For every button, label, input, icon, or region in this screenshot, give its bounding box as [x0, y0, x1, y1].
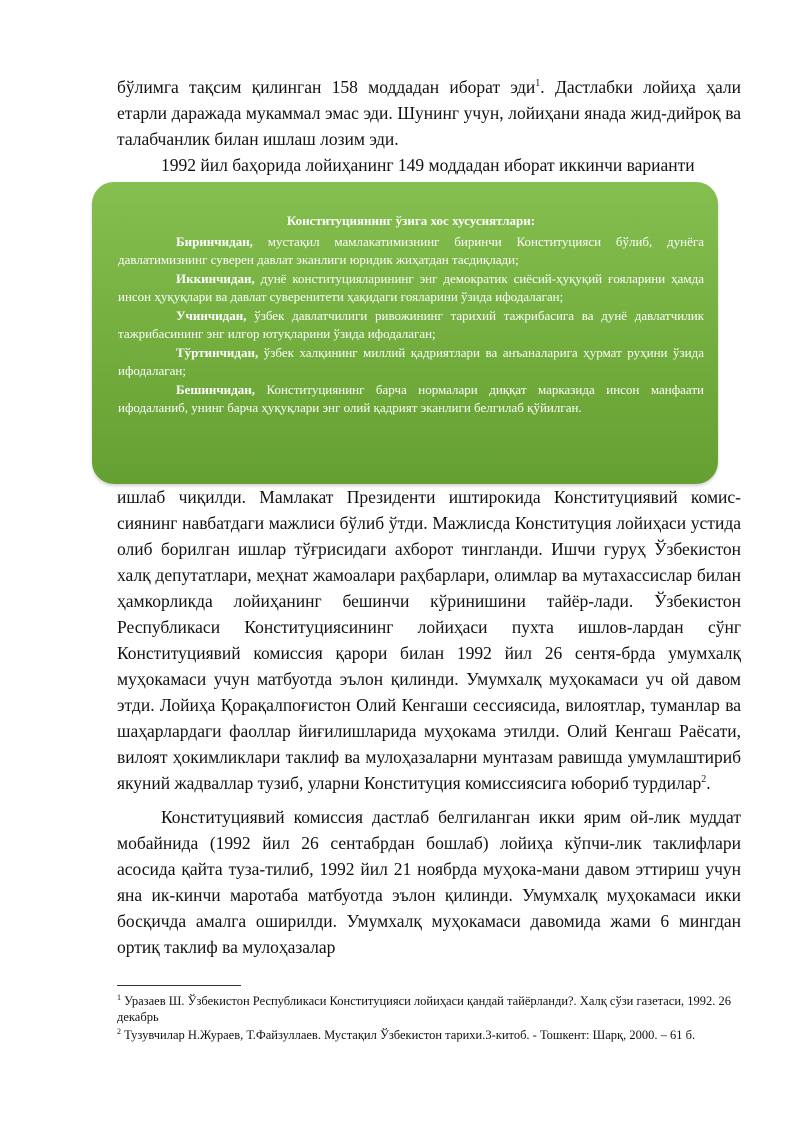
paragraph-text: . [706, 773, 711, 793]
paragraph-text: бўлимга тақсим қилинган 158 моддадан иборат эди [117, 77, 536, 97]
paragraph-text: ишлаб чиқилди. Мамлакат Президенти иштирокида Конституциявий комис-сиянинг навбатдаги мажлиси бўлиб ўтди. Мажлисда Конституция лойиҳаси устида олиб борилган ишлар тўғрисидаги ахборот тингланди. Ишчи гуруҳ Ўзбекистон халқ депутатлари, меҳнат жамоалари раҳбарлари, олимлар ва мутахассислар билан ҳамкорликда лойиҳанинг бешинчи кўринишини тайёр-лади. Ўзбекистон Республикаси Конституциясининг лойиҳаси пухта ишлов-лардан сўнг Конституциявий комиссия қарори билан 1992 йил 26 сентя-брда умумхалқ муҳокамаси учун матбуотда эълон қилинди. Умумхалқ муҳокамаси уч ой давом этди. Лойиҳа Қорақалпоғистон Олий Кенгаши сессиясида, вилоятлар, туманлар ва шаҳарлардаги фаоллар йиғилишларида муҳокама этилди. Олий Кенгаш Раёсати, вилоят ҳокимликлари таклиф ва мулоҳазаларни мунтазам равишда умумлаштириб якуний жадваллар тузиб, уларни Конституция комиссиясига юбориб турдилар [117, 487, 741, 793]
paragraph-text: . Дастлабки лойиҳа ҳали етарли даражада мукаммал эмас эди. Шунинг учун, лойиҳани янада жид-дийроқ ва талабчанлик билан ишлаш лозим эди. [117, 77, 741, 149]
footnote-ref[interactable]: 1 [535, 78, 541, 90]
callout-item [118, 307, 704, 344]
paragraph-main [117, 484, 741, 796]
footnote-number: 2 [117, 1026, 121, 1036]
footnote-divider [117, 985, 241, 986]
callout-item-label: Тўртинчидан, [176, 344, 259, 360]
paragraph-text: 1992 йил баҳорида лойиҳанинг 149 моддадан иборат иккинчи варианти [161, 155, 695, 175]
footnote-number: 1 [117, 992, 121, 1002]
footnote-ref[interactable]: 2 [701, 774, 707, 786]
callout-item [118, 233, 704, 270]
callout-item-label: Бешинчидан, [176, 381, 255, 397]
paragraph-final [117, 804, 741, 960]
callout-title: Конституциянинг ўзига хос хусусиятлари: [286, 213, 536, 228]
callout-item-text: Конституциянинг барча нормалари диққат марказида инсон манфаати ифодаланиб, унинг барча ҳуқуқлари энг олий қадрият эканлиги белгилаб қўйилган. [118, 381, 704, 415]
paragraph-text: Конституциявий комиссия дастлаб белгиланган икки ярим ой-лик муддат мобайнида (1992 йил 26 сентабрдан бошлаб) лойиҳа кўпчи-лик таклифлари асосида қайта туза-тилиб, 1992 йил 21 ноябрда муҳока-мани давом эттириш учун яна ик-кинчи маротаба матбуотда эълон қилинди. Умумхалқ муҳокамаси икки босқичда амалга оширилди. Умумхалқ муҳокамаси давомида жами 6 мингдан ортиқ таклиф ва мулоҳазалар [117, 807, 741, 957]
callout-item-text: мустақил мамлакатимизнинг биринчи Конституцияси бўлиб, дунёга давлатимизнинг суверен давлат эканлиги юридик жиҳатдан тасдиқлади; [118, 233, 704, 267]
callout-item [118, 381, 704, 418]
callout-item-label: Биринчидан, [176, 233, 253, 249]
footnote-item [117, 993, 741, 1025]
callout-item-label: Учинчидан, [176, 307, 247, 323]
callout-item [118, 344, 704, 381]
footnote-text: Тузувчилар Н.Жураев, Т.Файзуллаев. Мустақил Ўзбекистон тарихи.3-китоб. - Тошкент: Шарқ, 2000. – 61 б. [121, 1028, 696, 1042]
callout-item-label: Иккинчидан, [176, 270, 255, 286]
footnote-item [117, 1027, 741, 1043]
callout-item [118, 270, 704, 307]
features-callout-box [92, 182, 718, 484]
callout-content [118, 212, 704, 418]
footnotes [117, 993, 741, 1045]
callout-item-text: ўзбек давлатчилиги ривожининг тарихий тажрибасига ва дунё давлатчилик тажрибасининг энг илғор ютуқларини ўзида ифодалаган; [118, 307, 704, 341]
paragraph-second [117, 152, 741, 178]
callout-item-text: ўзбек халқининг миллий қадриятлари ва анъаналарига ҳурмат руҳини ўзида ифодалаган; [118, 344, 704, 378]
footnote-text: Уразаев Ш. Ўзбекистон Республикаси Конституцияси лойиҳаси қандай тайёрланди?. Халқ сўзи газетаси, 1992. 26 декабрь [117, 994, 732, 1024]
callout-item-text: дунё конституцияларининг энг демократик сиёсий-ҳуқуқий ғояларини ҳамда инсон ҳуқуқлари ва давлат суверенитети ҳақидаги ғояларини ўзида ифодалаган; [118, 270, 704, 304]
paragraph-top [117, 74, 741, 152]
